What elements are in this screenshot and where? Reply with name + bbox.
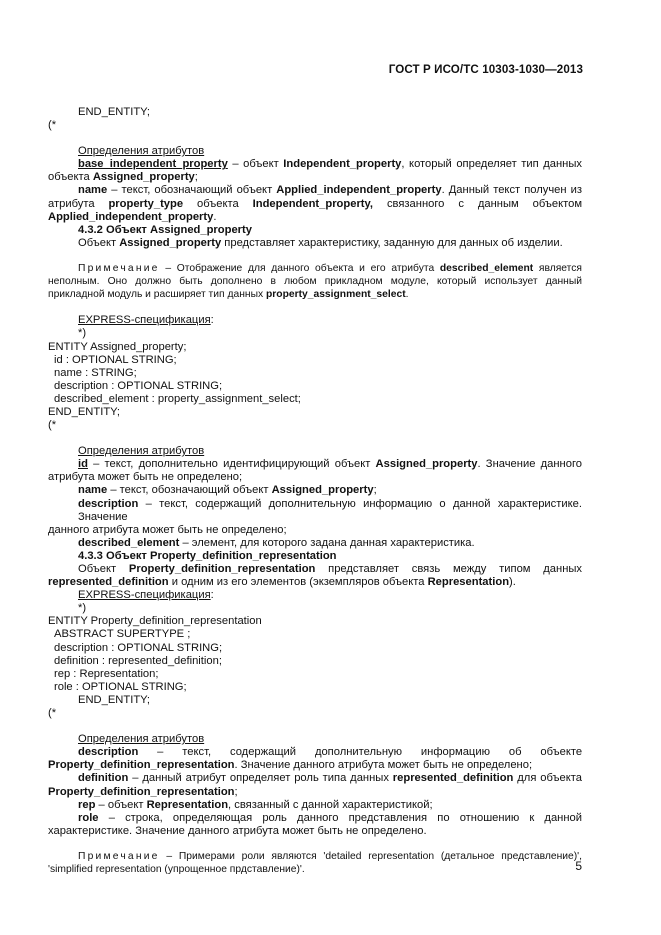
attr-description: description – текст, содержащий дополнительную информацию о данной характеристике. Значение: [78, 497, 582, 523]
code-line: ENTITY Assigned_property;: [48, 340, 187, 353]
attr-definition: definition – данный атрибут определяет роль типа данных represented_definition для объекта: [78, 772, 582, 785]
comment-close: *): [78, 327, 87, 340]
code-line: definition : represented_definition;: [54, 654, 222, 667]
section-4-3-3-heading: 4.3.3 Объект Property_definition_representation: [78, 549, 337, 562]
code-line: described_element : property_assignment_select;: [54, 392, 301, 405]
code-line: rep : Representation;: [54, 667, 159, 680]
code-line: ABSTRACT SUPERTYPE ;: [54, 628, 191, 641]
attr-role-cont: характеристике. Значение данного атрибута может быть не определено.: [48, 824, 427, 837]
attr-name: name – текст, обозначающий объект Assigned_property;: [78, 484, 377, 497]
standard-header: ГОСТ Р ИСО/ТС 10303-1030—2013: [388, 63, 583, 76]
section-4-3-2-heading: 4.3.2 Объект Assigned_property: [78, 223, 252, 236]
attr-id-cont: атрибута может быть не определено;: [48, 471, 243, 484]
code-line: description : OPTIONAL STRING;: [54, 641, 223, 654]
section-4-3-2-description: Объект Assigned_property представляет характеристику, заданную для данных об изделии.: [78, 236, 563, 249]
express-spec-heading: EXPRESS-спецификация:: [78, 314, 214, 327]
attr-described-element: described_element – элемент, для которого задана данная характеристика.: [78, 536, 475, 549]
attribute-definitions-heading: Определения атрибутов: [78, 445, 205, 458]
attr-base-independent-property: base_independent_property – объект Independent_property, который определяет тип данных: [78, 158, 582, 171]
code-line: id : OPTIONAL STRING;: [54, 353, 177, 366]
attr-description: description – текст, содержащий дополнительную информацию об объекте: [78, 746, 583, 759]
code-line: (*: [48, 419, 57, 432]
section-4-3-3-description-cont: represented_definition и одним из его элементов (экземпляров объекта Representation).: [48, 576, 516, 589]
section-4-3-3-description: Объект Property_definition_representation представляет связь между типом данных: [78, 563, 583, 576]
comment-open: (*: [48, 119, 57, 132]
code-line: role : OPTIONAL STRING;: [54, 680, 187, 693]
attr-name: name – текст, обозначающий объект Applied_independent_property. Данный текст получен из: [78, 184, 582, 197]
code-line: (*: [48, 707, 57, 720]
code-line: END_ENTITY;: [78, 693, 151, 706]
code-line: ENTITY Property_definition_representation: [48, 615, 262, 628]
note-4-3-3: Примечание – Примерами роли являются 'detailed representation (детальное представление)', 'simplified representation (упрощенное прдставление)'.: [48, 850, 582, 875]
page-content: [48, 106, 582, 876]
attribute-definitions-heading: Определения атрибутов: [78, 733, 205, 746]
attr-name-cont: атрибута property_type объекта Independent_property, связанного с данным объектом: [48, 197, 583, 210]
code-line: name : STRING;: [54, 366, 137, 379]
attr-description-cont: Property_definition_representation. Значение данного атрибута может быть не определено;: [48, 759, 533, 772]
attribute-definitions-heading: Определения атрибутов: [78, 145, 205, 158]
comment-close: *): [78, 602, 87, 615]
note-4-3-2: Примечание – Отображение для данного объекта и его атрибута described_element является неполным. Оно должно быть дополнено в любом прикладном модуле, который использует данный прикладной модуль и расширяет тип данных property_assignment_select.: [48, 262, 583, 300]
attr-name-cont-2: Applied_independent_property.: [48, 210, 217, 223]
attr-base-independent-property-cont: объекта Assigned_property;: [48, 171, 198, 184]
attr-description-cont: данного атрибута может быть не определено;: [48, 523, 287, 536]
page-number: 5: [575, 859, 582, 873]
express-spec-heading: EXPRESS-спецификация:: [78, 589, 214, 602]
code-end-entity: END_ENTITY;: [78, 106, 151, 118]
attr-definition-cont: Property_definition_representation;: [48, 785, 238, 798]
attr-rep: rep – объект Representation, связанный с данной характеристикой;: [78, 798, 433, 811]
attr-id: id – текст, дополнительно идентифицирующий объект Assigned_property. Значение данного: [78, 458, 582, 471]
attr-role: role – строка, определяющая роль данного представления по отношению к данной: [78, 811, 582, 824]
code-line: END_ENTITY;: [48, 405, 121, 418]
code-line: description : OPTIONAL STRING;: [54, 379, 223, 392]
